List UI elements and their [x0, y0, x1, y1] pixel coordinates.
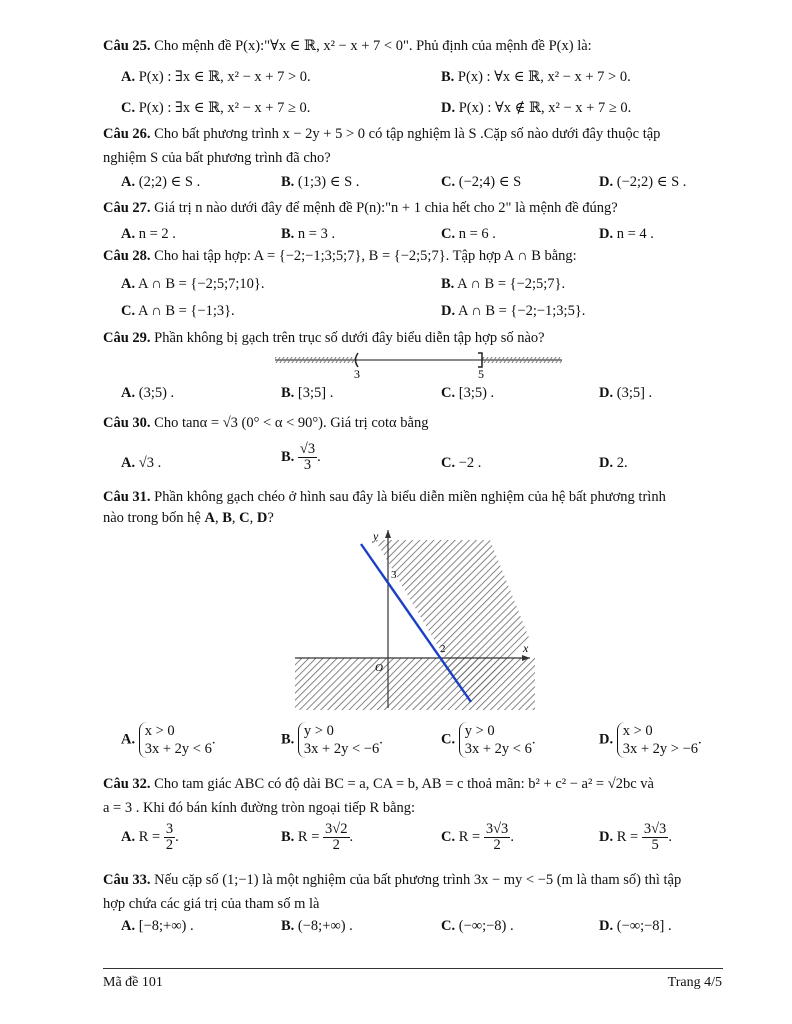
- tick-label-3: 3: [354, 367, 360, 380]
- q25-options-row1: [103, 66, 723, 88]
- q25-option-b[interactable]: B. P(x) : ∀x ∈ ℝ, x² − x + 7 > 0.: [441, 69, 631, 85]
- y-axis-arrow: [385, 530, 391, 538]
- q27-option-d[interactable]: D. n = 4 .: [599, 226, 654, 242]
- q30-option-b[interactable]: B. $\frac{√3}{3}$ .: [281, 441, 321, 473]
- hatched-region-lower: [295, 658, 535, 710]
- question-29: Câu 29. Phần không bị gạch trên trục số dưới đây biểu diễn tập hợp số nào?: [103, 330, 545, 346]
- system: y > 0 3x + 2y < −6: [298, 722, 379, 758]
- q25-option-c[interactable]: C. P(x) : ∃x ∈ ℝ, x² − x + 7 ≥ 0.: [121, 100, 311, 116]
- number-line-figure: [270, 348, 570, 380]
- x-intercept-label: 2: [440, 643, 446, 655]
- q26-option-a[interactable]: A. (2;2) ∈ S .: [121, 174, 201, 190]
- question-32: Câu 32. Cho tam giác ABC có độ dài BC = a, CA = b, AB = c thoả mãn: b² + c² − a² = √2bc và: [103, 776, 654, 792]
- q27-options: [103, 223, 723, 245]
- question-28: Câu 28. Cho hai tập hợp: A = {−2;−1;3;5;7}, B = {−2;5;7}. Tập hợp A ∩ B bằng:: [103, 248, 577, 264]
- question-32-line2: a = 3 . Khi đó bán kính đường tròn ngoại tiếp R bằng:: [103, 800, 416, 816]
- exam-code: Mã đề 101: [103, 975, 163, 990]
- fraction: $\frac{3}{2}$: [165, 821, 174, 853]
- q25-option-a[interactable]: A. P(x) : ∃x ∈ ℝ, x² − x + 7 > 0.: [121, 69, 311, 85]
- q32-option-a[interactable]: A. R = $\frac{3}{2}$ .: [121, 821, 179, 853]
- question-31-line2: nào trong bốn hệ A, B, C, D?: [103, 510, 274, 526]
- q31-option-c[interactable]: C. y > 0 3x + 2y < 6.: [441, 723, 536, 757]
- system: x > 0 3x + 2y > −6: [617, 722, 698, 758]
- q30-option-a[interactable]: A. √3 .: [121, 455, 162, 471]
- question-30: Câu 30. Cho tanα = √3 (0° < α < 90°). Giá trị cotα bằng: [103, 415, 429, 431]
- tick-label-5: 5: [478, 367, 484, 380]
- system: y > 0 3x + 2y < 6: [459, 722, 532, 758]
- q31-option-a[interactable]: A. x > 0 3x + 2y < 6.: [121, 723, 216, 757]
- q31-option-b[interactable]: B. y > 0 3x + 2y < −6.: [281, 723, 383, 757]
- question-33-line2: hợp chứa các giá trị của tham số m là: [103, 896, 320, 912]
- q28-option-d[interactable]: D. A ∩ B = {−2;−1;3;5}.: [441, 303, 586, 319]
- q32-options: [103, 822, 723, 862]
- q27-option-b[interactable]: B. n = 3 .: [281, 226, 336, 242]
- q27-option-c[interactable]: C. n = 6 .: [441, 226, 496, 242]
- y-axis-label: y: [373, 530, 379, 543]
- q30-options: [103, 441, 723, 482]
- q28-options-row2: [103, 300, 723, 322]
- q29-option-a[interactable]: A. (3;5) .: [121, 385, 175, 401]
- q32-option-c[interactable]: C. R = $\frac{3√3}{2}$ .: [441, 821, 514, 853]
- fraction: $\frac{√3}{3}$: [299, 441, 316, 473]
- q29-option-d[interactable]: D. (3;5] .: [599, 385, 653, 401]
- q33-option-d[interactable]: D. (−∞;−8] .: [599, 918, 672, 934]
- q26-options: [103, 171, 723, 193]
- q25-option-d[interactable]: D. P(x) : ∀x ∉ ℝ, x² − x + 7 ≥ 0.: [441, 100, 632, 116]
- fraction: $\frac{3√3}{5}$: [643, 821, 667, 853]
- question-31: Câu 31. Phần không gạch chéo ở hình sau đây là biểu diễn miền nghiệm của hệ bất phương trình: [103, 489, 666, 505]
- question-27: Câu 27. Giá trị n nào dưới đây để mệnh đề P(n):"n + 1 chia hết cho 2" là mệnh đề đúng?: [103, 200, 618, 216]
- question-26: Câu 26. Cho bất phương trình x − 2y + 5 > 0 có tập nghiệm là S .Cặp số nào dưới đây thuộc tập: [103, 126, 661, 142]
- q29-options: [103, 382, 723, 404]
- fraction: $\frac{3√2}{2}$: [325, 821, 348, 853]
- q26-option-d[interactable]: D. (−2;2) ∈ S .: [599, 174, 687, 190]
- inequality-region-graph: [295, 530, 535, 710]
- q26-option-c[interactable]: C. (−2;4) ∈ S: [441, 174, 522, 190]
- q26-option-b[interactable]: B. (1;3) ∈ S .: [281, 174, 360, 190]
- q27-option-a[interactable]: A. n = 2 .: [121, 226, 176, 242]
- q25-options-row2: [103, 97, 723, 119]
- q33-option-a[interactable]: A. [−8;+∞) .: [121, 918, 194, 934]
- q28-option-c[interactable]: C. A ∩ B = {−1;3}.: [121, 303, 235, 319]
- origin-label: O: [375, 662, 383, 674]
- q33-option-b[interactable]: B. (−8;+∞) .: [281, 918, 353, 934]
- q32-option-d[interactable]: D. R = $\frac{3√3}{5}$ .: [599, 821, 672, 853]
- q33-options: [103, 915, 723, 937]
- page-number: Trang 4/5: [667, 975, 722, 990]
- q29-option-c[interactable]: C. [3;5) .: [441, 385, 495, 401]
- question-33: Câu 33. Nếu cặp số (1;−1) là một nghiệm của bất phương trình 3x − my < −5 (m là tham số) thì tập: [103, 872, 682, 888]
- q30-option-d[interactable]: D. 2.: [599, 455, 628, 471]
- hatched-right: [482, 357, 562, 363]
- q32-option-b[interactable]: B. R = $\frac{3√2}{2}$ .: [281, 821, 354, 853]
- q28-option-b[interactable]: B. A ∩ B = {−2;5;7}.: [441, 276, 566, 292]
- footer-divider: [103, 968, 723, 969]
- system: x > 0 3x + 2y < 6: [139, 722, 212, 758]
- q31-options: [103, 722, 723, 766]
- x-axis-label: x: [523, 641, 529, 655]
- y-intercept-label: 3: [391, 569, 397, 581]
- q29-option-b[interactable]: B. [3;5] .: [281, 385, 334, 401]
- fraction: $\frac{3√3}{2}$: [485, 821, 509, 853]
- hatched-left: [275, 357, 355, 363]
- q33-option-c[interactable]: C. (−∞;−8) .: [441, 918, 514, 934]
- question-26-line2: nghiệm S của bất phương trình đã cho?: [103, 150, 331, 166]
- question-25: Câu 25. Cho mệnh đề P(x):"∀x ∈ ℝ, x² − x + 7 < 0". Phủ định của mệnh đề P(x) là:: [103, 38, 592, 54]
- q31-option-d[interactable]: D. x > 0 3x + 2y > −6.: [599, 723, 702, 757]
- q30-option-c[interactable]: C. −2 .: [441, 455, 482, 471]
- q28-option-a[interactable]: A. A ∩ B = {−2;5;7;10}.: [121, 276, 265, 292]
- q28-options-row1: [103, 273, 723, 295]
